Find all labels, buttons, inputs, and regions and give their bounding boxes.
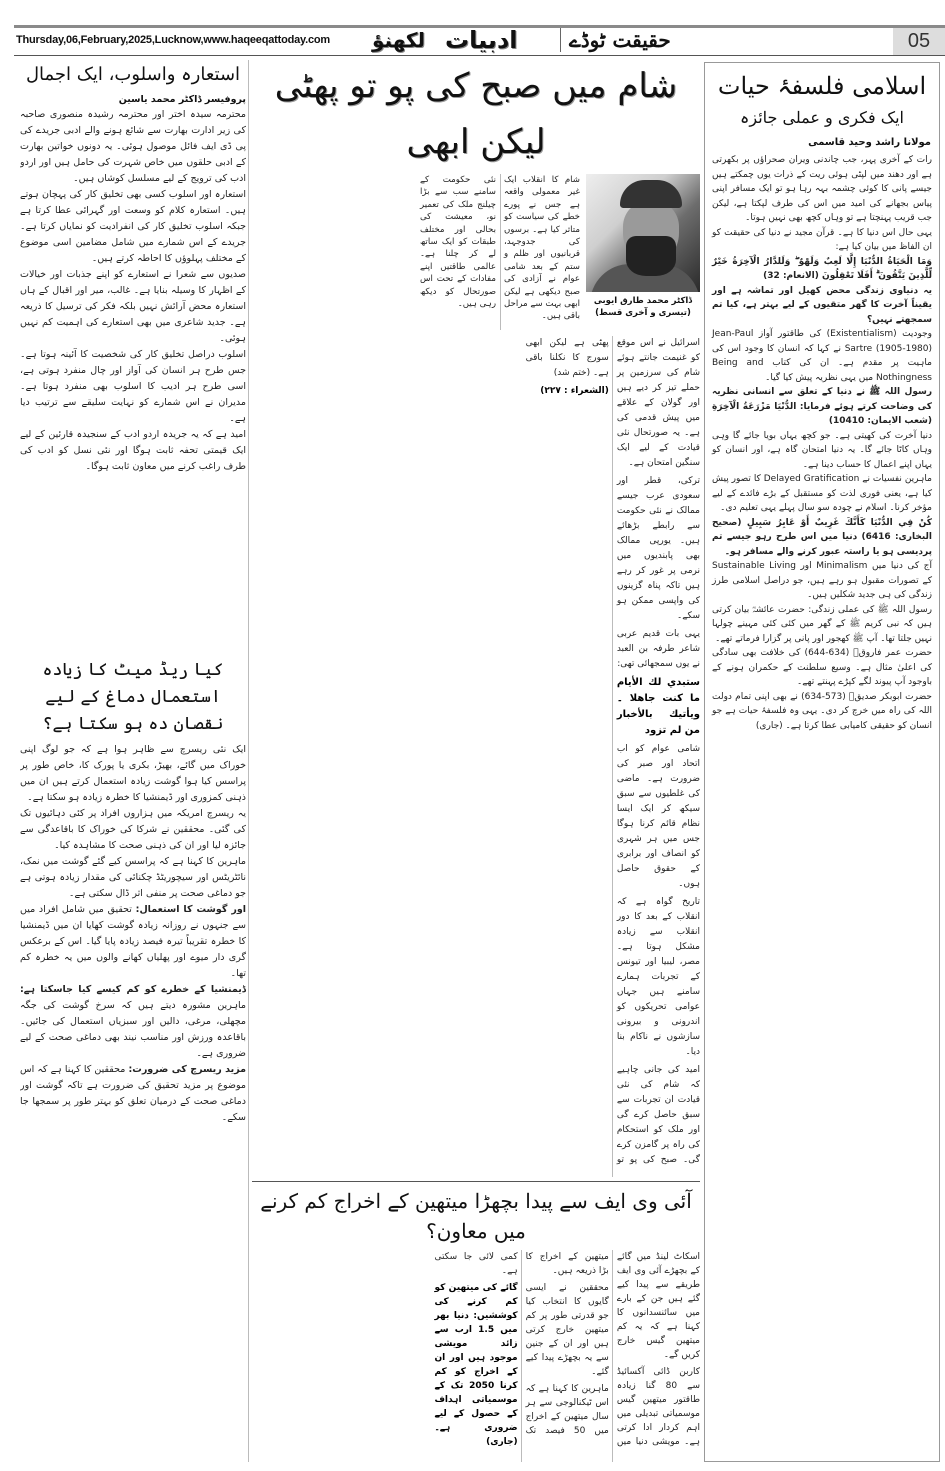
header-bottom-rule — [14, 55, 945, 56]
left-column — [20, 60, 246, 1462]
subheading: ڈیمنشیا کے خطرے کو کم کیسے کیا جاسکتا ہے: — [20, 984, 246, 995]
main-article-top-body — [252, 174, 580, 330]
paragraph: شام کا انقلاب ایک غیر معمولی واقعہ ہے جس نے پورے خطے کی سیاست کو متاثر کیا ہے۔ برسوں کی جدوجہد، قربانیوں اور ظلم و ستم کے بعد شامی عوام نے آزادی کی صبح دیکھی ہے لیکن ابھی بہت سے مراحل باقی ہیں۔ — [504, 175, 580, 322]
paragraph: اسلوب دراصل تخلیق کار کی شخصیت کا آئینہ ہوتا ہے۔ جس طرح ہر انسان کی آواز اور چال منفرد ہوتی ہے، اسی طرح ہر ادیب کا اسلوب بھی منفرد ہوتا ہے۔ مدیران نے اس شمارے کو نہایت سلیقے سے ترتیب دیا ہے۔ — [20, 349, 246, 424]
subheading: مزید ریسرچ کی ضرورت: — [128, 1064, 246, 1075]
installment-note: (تیسری و آخری قسط) — [595, 308, 691, 318]
main-article-top-row — [252, 174, 700, 330]
paragraph: صدیوں سے شعرا نے استعارے کو اپنے جذبات اور خیالات کے اظہار کا وسیلہ بنایا ہے۔ غالب، میر اور اقبال کے ہاں استعارہ محض آرائش نہیں بلکہ فکر کی ترسیل کا ذریعہ ہے۔ جدید شاعری میں بھی استعارے کی اہمیت کم نہیں ہوئی۔ — [20, 269, 246, 344]
left-article2-headline: کیا ریڈ میٹ کا زیادہ استعمال دماغ کے لیے نقصان دہ ہو سکتا ہے؟ — [42, 660, 224, 734]
paragraph: ماہرین کا کہنا ہے کہ پراسس کیے گئے گوشت میں نمک، نائٹریٹس اور سیچوریٹڈ چکنائی کی مقدار زیادہ ہوتی ہے جو دماغی صحت پر منفی اثر ڈال سکتی ہے۔ — [20, 856, 246, 899]
paragraph: ماہرین نفسیات نے Delayed Gratification کا تصور پیش کیا ہے، یعنی فوری لذت کو مستقبل کے بڑے فائدے کے لیے مؤخر کرنا۔ اسلام نے چودہ سو سال پہلے یہی تعلیم دی۔ — [712, 474, 932, 513]
author-photo-block — [586, 174, 700, 330]
left-article1-headline: استعارہ واسلوب، ایک اجمال — [25, 64, 241, 85]
center-column — [252, 58, 700, 1462]
paragraph: ماہرین کا کہنا ہے کہ اس ٹیکنالوجی سے ہر سال میتھین کے اخراج میں 50 فیصد تک کمی لائی جا سکتی ہے۔ — [434, 1252, 609, 1436]
paragraph: محققین نے ایسی گایوں کا انتخاب کیا جو قدرتی طور پر کم میتھین خارج کرتی ہیں اور ان کے جنین سے یہ بچھڑے پیدا کیے گئے۔ — [525, 1283, 609, 1377]
right-article-body — [705, 153, 939, 1461]
paragraph: امید ہے کہ یہ جریدہ اردو ادب کے سنجیدہ قارئین کے لیے ایک قیمتی تحفہ ثابت ہوگا اور نئی نسل کو ادب کی طرف راغب کرنے میں معاون ثابت ہوگا۔ — [20, 429, 246, 472]
paragraph: نئی حکومت کے سامنے سب سے بڑا چیلنج ملک کی تعمیر نو، معیشت کی بحالی اور مختلف طبقات کو ایک ساتھ لے کر چلنا ہے۔ عالمی طاقتیں اپنے مفادات کے تحت اس صورتحال کو دیکھ رہی ہیں۔ — [420, 175, 496, 310]
arabic-couplet: ستبدي لك الأيام ما كنت جاهلا ۔ ويأتيك بالأخبار من لم تزود — [616, 677, 700, 736]
main-article-headline: شام میں صبح کی پو تو پھٹی لیکن ابھی — [274, 66, 678, 162]
page-number: 05 — [893, 28, 945, 55]
left-article1-byline: پروفیسر ڈاکٹر محمد یاسین — [118, 94, 246, 105]
author-photo — [586, 174, 700, 292]
right-article-byline: مولانا راشد وحید قاسمی — [808, 137, 931, 148]
author-caption — [586, 295, 700, 319]
hadith: رسول اللہ ﷺ نے دنیا کے تعلق سے انسانی نظریہ کی وضاحت کرتے ہوئے فرمایا: الدُّنْيَا مَزْرَعَةُ الْآخِرَةِ (شعب الایمان: 10410) — [712, 387, 932, 426]
paragraph: تاریخ گواہ ہے کہ انقلاب کے بعد کا دور انقلاب سے زیادہ مشکل ہوتا ہے۔ مصر، لیبیا اور تیونس کے تجربات ہمارے سامنے ہیں جہاں عوامی تحریکوں کو اندرونی و بیرونی سازشوں نے ناکام بنا دیا۔ — [616, 897, 700, 1057]
subheading: اور گوشت کا استعمال: — [135, 904, 246, 915]
paragraph: استعارہ اور اسلوب کسی بھی تخلیق کار کی پہچان ہوتے ہیں۔ استعارہ کلام کو وسعت اور گہرائی عطا کرتا ہے جبکہ اسلوب تخلیق کار کی انفرادیت کو نمایاں کرتا ہے۔ جریدے کے اس شمارے میں شامل مضامین اسی موضوع کے مختلف پہلوؤں کا احاطہ کرتے ہیں۔ — [20, 189, 246, 264]
paragraph: اسکاٹ لینڈ میں گائے کے بچھڑے آئی وی ایف طریقے سے پیدا کیے گئے ہیں جن کے بارے میں سائنسدانوں کا کہنا ہے کہ یہ کم میتھین گیس خارج کریں گے۔ — [616, 1252, 700, 1360]
paragraph: تحقیق میں شامل افراد میں سے جنہوں نے روزانہ زیادہ گوشت کھایا ان میں ڈیمنشیا کا خطرہ تقریباً تیرہ فیصد زیادہ پایا گیا۔ اس کے برعکس گری دار میوے اور پھلیاں کھانے والوں میں یہ خطرہ کم تھا۔ — [20, 904, 246, 979]
right-article-box — [704, 62, 940, 1462]
bottom-article-body — [252, 1250, 700, 1462]
paragraph: آج کی دنیا میں Minimalism اور Sustainable Living کے تصورات مقبول ہو رہے ہیں، جو دراصل اسلامی طرز زندگی کی ہی جدید شکلیں ہیں۔ — [712, 561, 932, 600]
paragraph: حضرت ابوبکر صدیقؓ (573-634) نے بھی اپنی تمام دولت اللہ کی راہ میں خرچ کر دی۔ یہی وہ فلسفۂ حیات ہے جو انسان کو حقیقی کامیابی عطا کرتا ہے۔ (جاری) — [712, 691, 932, 731]
paragraph: محققین کا کہنا ہے کہ اس موضوع پر مزید تحقیق کی ضرورت ہے تاکہ گوشت اور دماغی صحت کے درمیان تعلق کو بہتر طور پر سمجھا جا سکے۔ — [20, 1064, 246, 1123]
left-article1-body — [20, 107, 246, 651]
right-article-headline: اسلامی فلسفۂ حیات — [717, 72, 927, 100]
city-label: لکھنؤ — [372, 28, 426, 52]
paragraph: یہ دنیاوی زندگی محض کھیل اور تماشہ ہے اور یقیناً آخرت کا گھر متقیوں کے لیے بہتر ہے، کیا تم سمجھتے نہیں؟ — [712, 285, 932, 325]
paragraph: کاربن ڈائی آکسائیڈ سے 80 گنا زیادہ طاقتور میتھین گیس موسمیاتی تبدیلی میں اہم کردار ادا کرتی ہے۔ مویشی دنیا میں میتھین کے اخراج کا بڑا ذریعہ ہیں۔ — [525, 1252, 700, 1447]
right-article-subheadline: ایک فکری و عملی جائزہ — [740, 108, 904, 127]
paragraph: گائے کی میتھین کو کم کرنے کی کوششیں: دنیا بھر میں 1.5 ارب سے زائد مویشی موجود ہیں اور ان کے اخراج کو کم کرنا 2050 تک کے موسمیاتی اہداف کے حصول کے لیے ضروری ہے۔ (جاری) — [434, 1283, 518, 1447]
newspaper-logo: حقیقت ٹوڈے — [560, 28, 671, 52]
section-title: ادبیات — [445, 26, 518, 54]
paragraph: یہی حال اس دنیا کا ہے۔ قرآن مجید نے دنیا کی حقیقت کو ان الفاظ میں بیان کیا ہے: — [712, 227, 932, 252]
reference-note: (الشعراء : ۲۲۷) — [540, 386, 609, 396]
paragraph: دنیا آخرت کی کھیتی ہے۔ جو کچھ یہاں بویا جائے گا وہی وہاں کاٹا جائے گا۔ یہ دنیا امتحان گاہ ہے، اور انسان کو یہاں اپنے اعمال کا حساب دینا ہے۔ — [712, 430, 932, 470]
main-article-body — [252, 336, 700, 1177]
section-divider — [252, 1181, 700, 1182]
quran-verse: وَمَا الْحَيَاةُ الدُّنْيَا إِلَّا لَعِبٌ وَلَهْوٌ ۖ وَلَلدَّارُ الْآخِرَةُ خَيْرٌ لِّلَّذِينَ يَتَّقُونَ ۗ أَفَلَا تَعْقِلُونَ (الانعام: 32) — [712, 256, 932, 281]
paragraph: ایک نئی ریسرچ سے ظاہر ہوا ہے کہ جو لوگ اپنی خوراک میں گائے، بھیڑ، بکری یا پورک کا، خاص طور پر پراسس کیا ہوا گوشت زیادہ استعمال کرتے ہیں ان میں ذہنی کمزوری اور ڈیمنشیا کا خطرہ زیادہ ہو سکتا ہے۔ — [20, 744, 246, 803]
dateline: Thursday,06,February,2025,Lucknow,www.haqeeqattoday.com — [16, 34, 330, 46]
left-article2-body — [20, 742, 246, 1462]
paragraph: شامی عوام کو اب اتحاد اور صبر کی ضرورت ہے۔ ماضی کی غلطیوں سے سبق سیکھ کر ایک ایسا نظام قائم کرنا ہوگا جس میں ہر شہری کو انصاف اور برابری کے حقوق حاصل ہوں۔ — [616, 744, 700, 889]
paragraph: رسول اللہ ﷺ کی عملی زندگی: حضرت عائشہؓ بیان کرتی ہیں کہ نبی کریم ﷺ کے گھر میں کئی کئی مہینے چولہا نہیں جلتا تھا۔ آپ ﷺ کھجور اور پانی پر گزارا فرماتے تھے۔ — [712, 604, 932, 644]
paragraph: اسرائیل نے اس موقع کو غنیمت جانتے ہوئے شام کی سرزمین پر حملے تیز کر دیے ہیں اور گولان کے علاقے میں پیش قدمی کی ہے۔ یہ صورتحال نئی قیادت کے لیے ایک سنگین امتحان ہے۔ — [616, 338, 700, 468]
paragraph: یہ ریسرچ امریکہ میں ہزاروں افراد پر کئی دہائیوں تک کی گئی۔ محققین نے شرکا کی خوراک کا باقاعدگی سے جائزہ لیا اور ان کی ذہنی صحت کا مشاہدہ کیا۔ — [20, 808, 246, 851]
paragraph: محترمہ سیدہ اختر اور محترمہ رشیدہ منصوری صاحبہ کی زیر ادارت بھارت سے شائع ہونے والے ادبی جریدے کی پی ڈی ایف فائل موصول ہوئی۔ یہ دونوں خواتین بھارت کے ادبی حلقوں میں خاص شہرت کی حامل ہیں اور اردو ادب کی ترویج کے لیے مسلسل کوشاں ہیں۔ — [20, 109, 246, 184]
paragraph: ترکی، قطر اور سعودی عرب جیسے ممالک نے نئی حکومت سے رابطے بڑھائے ہیں۔ یورپی ممالک بھی پابندیوں میں نرمی پر غور کر رہے ہیں تاکہ پناہ گزینوں کی واپسی ممکن ہو سکے۔ — [616, 476, 700, 621]
bottom-article-headline: آئی وی ایف سے پیدا بچھڑا میتھین کے اخراج کم کرنے میں معاون؟ — [260, 1189, 692, 1243]
paragraph: رات کے آخری پہر، جب چاندنی ویران صحراؤں پر بکھرتی ہے اور دھند میں لپٹی ہوئی ریت کے ذرات یوں چمکتے ہیں جیسے پانی کا کوئی چشمہ بہہ رہا ہو تو ایک مسافر اپنی پیاس بجھانے کی امید میں اس کی طرف لپکتا ہے، لیکن جب قریب پہنچتا ہے تو وہاں کچھ بھی نہیں ہوتا۔ — [712, 155, 932, 223]
paragraph: وجودیت (Existentialism) کی طاقتور آواز Jean-Paul Sartre (1905-1980) نے کہا کہ انسان کا وجود اس کی ماہیت پر مقدم ہے۔ ان کی کتاب Being and Nothingness میں یہی نظریہ پیش کیا گیا۔ — [712, 329, 933, 383]
column-divider — [248, 60, 249, 1462]
paragraph: ماہرین مشورہ دیتے ہیں کہ سرخ گوشت کی جگہ مچھلی، مرغی، دالیں اور سبزیاں استعمال کی جائیں۔ باقاعدہ ورزش اور مناسب نیند بھی دماغی صحت کے لیے ضروری ہے۔ — [20, 1000, 246, 1059]
paragraph: حضرت عمر فاروقؓ (634-644) کی خلافت بھی سادگی کی اعلیٰ مثال ہے۔ وسیع سلطنت کے حکمران ہونے کے باوجود آپ پیوند لگے کپڑے پہنتے تھے۔ — [712, 648, 933, 687]
paragraph: امید کی جانی چاہیے کہ شام کی نئی قیادت ان تجربات سے سبق حاصل کرے گی اور ملک کو استحکام کی راہ پر گامزن کرے گی۔ صبح کی پو تو پھٹی ہے لیکن ابھی سورج کا نکلنا باقی ہے۔ (ختم شد) — [525, 338, 700, 1165]
author-name: ڈاکٹر محمد طارق ایوبی — [593, 296, 693, 306]
paragraph: یہی بات قدیم عربی شاعر طرفہ بن العبد نے یوں سمجھائی تھی: — [616, 629, 700, 669]
hadith: كُنْ فِي الدُّنْيَا كَأَنَّكَ غَرِيبٌ أَوْ عَابِرُ سَبِيلٍ (صحیح البخاری: 6416) دنیا میں اس طرح رہو جیسے تم پردیسی ہو یا راستہ عبور کرنے والے مسافر ہو۔ — [712, 517, 932, 557]
